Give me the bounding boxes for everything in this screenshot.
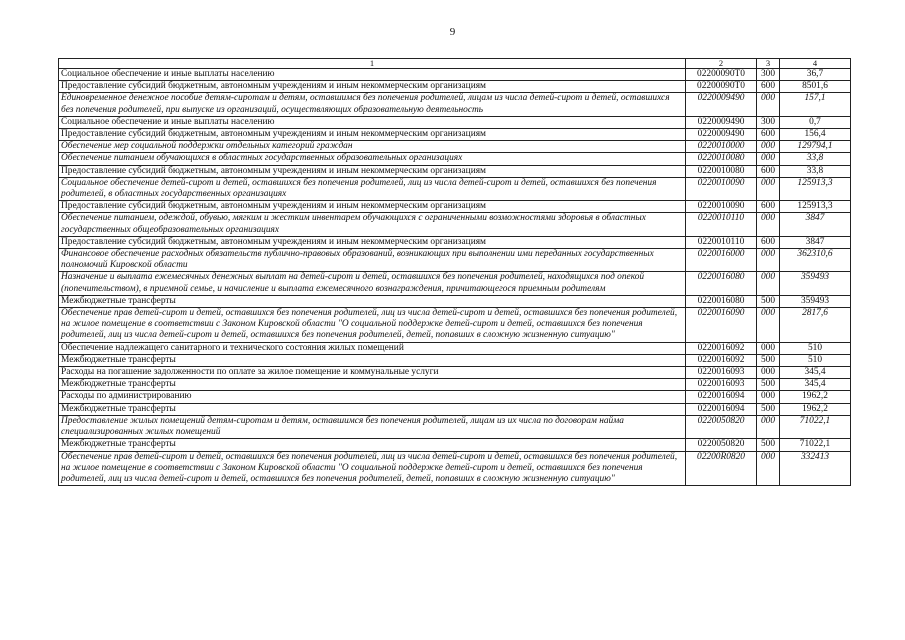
row-amount-cell: 510 — [780, 354, 851, 366]
row-code-cell: 0220016080 — [686, 272, 757, 295]
header-cell-type: 3 — [757, 59, 780, 69]
row-type-cell: 000 — [757, 141, 780, 153]
row-amount-cell: 359493 — [780, 295, 851, 307]
table-row — [59, 295, 851, 307]
row-amount-cell: 33,8 — [780, 153, 851, 165]
row-code-cell: 0220010000 — [686, 141, 757, 153]
row-type-cell: 000 — [757, 415, 780, 438]
row-amount-cell: 332413 — [780, 451, 851, 486]
row-code-cell: 02200090Т0 — [686, 81, 757, 93]
row-name-cell: Социальное обеспечение и иные выплаты населению — [59, 116, 686, 128]
row-name-cell: Предоставление субсидий бюджетным, автономным учреждениям и иным некоммерческим организациям — [59, 129, 686, 141]
table-row — [59, 129, 851, 141]
table-row — [59, 177, 851, 200]
row-code-cell: 02200090Т0 — [686, 69, 757, 81]
row-code-cell: 0220016094 — [686, 391, 757, 403]
row-name-cell: Социальное обеспечение и иные выплаты населению — [59, 69, 686, 81]
row-name-cell: Межбюджетные трансферты — [59, 403, 686, 415]
row-amount-cell: 362310,6 — [780, 249, 851, 272]
row-name-cell: Расходы на погашение задолженности по оплате за жилое помещение и коммунальные услуги — [59, 367, 686, 379]
row-type-cell: 000 — [757, 272, 780, 295]
row-code-cell: 0220016094 — [686, 403, 757, 415]
row-name-cell: Обеспечение питанием обучающихся в областных государственных образовательных организациях — [59, 153, 686, 165]
row-name-cell: Межбюджетные трансферты — [59, 295, 686, 307]
row-type-cell: 000 — [757, 93, 780, 116]
row-name-cell: Назначение и выплата ежемесячных денежных выплат на детей-сирот и детей, оставшихся без попечения родителей, находящихся под опекой (попечительством), в приемной семье, и начисление и выплата ежемесячного вознаграждения, причитающегося приемным родителям — [59, 272, 686, 295]
budget-table — [58, 58, 851, 486]
row-amount-cell: 3847 — [780, 213, 851, 236]
row-code-cell: 0220050820 — [686, 415, 757, 438]
row-name-cell: Обеспечение прав детей-сирот и детей, оставшихся без попечения родителей, лиц из числа детей-сирот и детей, оставшихся без попечения родителей, на жилое помещение в соответствии с Законом Кировской области "О социальной поддержке детей-сирот и детей, оставшихся без попечения родителей, лиц из числа детей-сирот и детей, оставшихся без попечения родителей, детей, попавших в сложную жизненную ситуацию" — [59, 308, 686, 343]
row-type-cell: 000 — [757, 391, 780, 403]
row-amount-cell: 1962,2 — [780, 391, 851, 403]
row-amount-cell: 359493 — [780, 272, 851, 295]
table-row — [59, 236, 851, 248]
header-row — [59, 59, 851, 69]
row-name-cell: Расходы по администрированию — [59, 391, 686, 403]
row-type-cell: 500 — [757, 354, 780, 366]
row-name-cell: Финансовое обеспечение расходных обязательств публично-правовых образований, возникающих при выполнении ими переданных государственных полномочий Кировской области — [59, 249, 686, 272]
row-code-cell: 0220016092 — [686, 354, 757, 366]
row-code-cell: 0220009490 — [686, 93, 757, 116]
row-name-cell: Предоставление субсидий бюджетным, автономным учреждениям и иным некоммерческим организациям — [59, 81, 686, 93]
row-amount-cell: 0,7 — [780, 116, 851, 128]
row-type-cell: 300 — [757, 116, 780, 128]
row-code-cell: 0220010080 — [686, 165, 757, 177]
row-type-cell: 000 — [757, 213, 780, 236]
table-row — [59, 249, 851, 272]
row-amount-cell: 345,4 — [780, 379, 851, 391]
row-type-cell: 500 — [757, 403, 780, 415]
row-name-cell: Предоставление жилых помещений детям-сиротам и детям, оставшимся без попечения родителей, лицам из их числа по договорам найма специализированных жилых помещений — [59, 415, 686, 438]
table-row — [59, 379, 851, 391]
header-cell-code: 2 — [686, 59, 757, 69]
row-name-cell: Обеспечение питанием, одеждой, обувью, мягким и жестким инвентарем обучающихся с ограниченными возможностями здоровья в областных государственных общеобразовательных организациях — [59, 213, 686, 236]
row-code-cell: 0220010090 — [686, 201, 757, 213]
row-type-cell: 000 — [757, 451, 780, 486]
row-type-cell: 600 — [757, 129, 780, 141]
row-amount-cell: 129794,1 — [780, 141, 851, 153]
table-row — [59, 116, 851, 128]
row-type-cell: 500 — [757, 439, 780, 451]
row-name-cell: Единовременное денежное пособие детям-сиротам и детям, оставшимся без попечения родителей, лицам из числа детей-сирот и детей, оставшихся без попечения родителей, при выпуске из организаций, осуществляющих образовательную деятельность — [59, 93, 686, 116]
row-amount-cell: 3847 — [780, 236, 851, 248]
table-row — [59, 415, 851, 438]
table-row — [59, 201, 851, 213]
row-code-cell: 0220016093 — [686, 379, 757, 391]
table-row — [59, 367, 851, 379]
row-type-cell: 000 — [757, 367, 780, 379]
table-row — [59, 439, 851, 451]
row-code-cell: 0220009490 — [686, 116, 757, 128]
table-row — [59, 354, 851, 366]
row-amount-cell: 71022,1 — [780, 415, 851, 438]
table-row — [59, 213, 851, 236]
row-amount-cell: 1962,2 — [780, 403, 851, 415]
header-cell-amount: 4 — [780, 59, 851, 69]
row-type-cell: 500 — [757, 295, 780, 307]
row-name-cell: Предоставление субсидий бюджетным, автономным учреждениям и иным некоммерческим организациям — [59, 201, 686, 213]
row-name-cell: Предоставление субсидий бюджетным, автономным учреждениям и иным некоммерческим организациям — [59, 165, 686, 177]
row-type-cell: 000 — [757, 177, 780, 200]
row-code-cell: 0220016092 — [686, 342, 757, 354]
row-type-cell: 300 — [757, 69, 780, 81]
row-amount-cell: 156,4 — [780, 129, 851, 141]
row-type-cell: 600 — [757, 81, 780, 93]
row-type-cell: 600 — [757, 165, 780, 177]
table-row — [59, 451, 851, 486]
table-row — [59, 69, 851, 81]
table-row — [59, 93, 851, 116]
row-type-cell: 000 — [757, 342, 780, 354]
table-row — [59, 81, 851, 93]
table-row — [59, 391, 851, 403]
table-row — [59, 153, 851, 165]
row-name-cell: Обеспечение надлежащего санитарного и технического состояния жилых помещений — [59, 342, 686, 354]
row-amount-cell: 125913,3 — [780, 177, 851, 200]
row-code-cell: 0220010110 — [686, 236, 757, 248]
table-row — [59, 342, 851, 354]
row-code-cell: 0220016080 — [686, 295, 757, 307]
table-row — [59, 403, 851, 415]
row-code-cell: 0220010080 — [686, 153, 757, 165]
row-amount-cell: 157,1 — [780, 93, 851, 116]
row-code-cell: 0220010110 — [686, 213, 757, 236]
row-amount-cell: 8501,6 — [780, 81, 851, 93]
row-code-cell: 0220050820 — [686, 439, 757, 451]
row-code-cell: 0220016090 — [686, 308, 757, 343]
row-type-cell: 000 — [757, 153, 780, 165]
row-code-cell: 0220010090 — [686, 177, 757, 200]
table-row — [59, 165, 851, 177]
row-amount-cell: 510 — [780, 342, 851, 354]
table-row — [59, 141, 851, 153]
row-type-cell: 500 — [757, 379, 780, 391]
row-name-cell: Межбюджетные трансферты — [59, 439, 686, 451]
row-name-cell: Предоставление субсидий бюджетным, автономным учреждениям и иным некоммерческим организациям — [59, 236, 686, 248]
row-amount-cell: 345,4 — [780, 367, 851, 379]
header-cell-name: 1 — [59, 59, 686, 69]
row-type-cell: 000 — [757, 308, 780, 343]
row-amount-cell: 71022,1 — [780, 439, 851, 451]
table-row — [59, 308, 851, 343]
row-code-cell: 0220016093 — [686, 367, 757, 379]
row-type-cell: 600 — [757, 201, 780, 213]
row-amount-cell: 33,8 — [780, 165, 851, 177]
row-code-cell: 0220009490 — [686, 129, 757, 141]
row-type-cell: 600 — [757, 236, 780, 248]
page-number: 9 — [449, 26, 456, 38]
row-name-cell: Межбюджетные трансферты — [59, 354, 686, 366]
row-type-cell: 000 — [757, 249, 780, 272]
row-name-cell: Межбюджетные трансферты — [59, 379, 686, 391]
row-name-cell: Обеспечение прав детей-сирот и детей, оставшихся без попечения родителей, лиц из числа детей-сирот и детей, оставшихся без попечения родителей, на жилое помещение в соответствии с Законом Кировской области "О социальной поддержке детей-сирот и детей, оставшихся без попечения родителей, лиц из числа детей-сирот и детей, оставшихся без попечения родителей, детей, попавших в сложную жизненную ситуацию" — [59, 451, 686, 486]
row-amount-cell: 125913,3 — [780, 201, 851, 213]
row-code-cell: 02200R0820 — [686, 451, 757, 486]
row-name-cell: Обеспечение мер социальной поддержки отдельных категорий граждан — [59, 141, 686, 153]
row-amount-cell: 2817,6 — [780, 308, 851, 343]
row-code-cell: 0220016000 — [686, 249, 757, 272]
row-name-cell: Социальное обеспечение детей-сирот и детей, оставшихся без попечения родителей, лиц из числа детей-сирот и детей, оставшихся без попечения родителей, в областных государственных организациях — [59, 177, 686, 200]
row-amount-cell: 36,7 — [780, 69, 851, 81]
table-row — [59, 272, 851, 295]
